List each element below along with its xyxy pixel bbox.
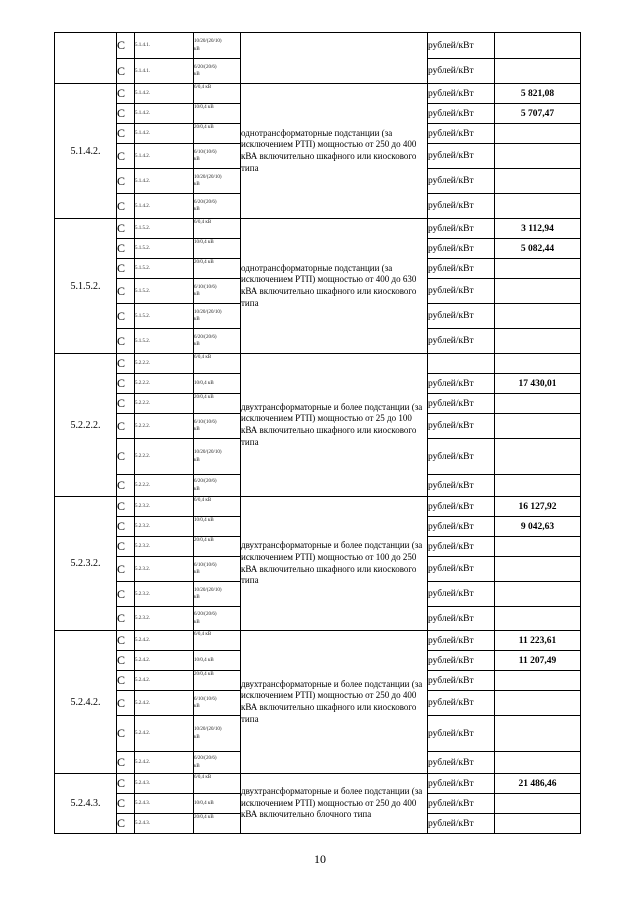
tariff-value xyxy=(495,557,581,582)
substation-description: двухтрансформаторные и более подстанции (за исключением РТП) мощностью от 25 до 100 кВА включительно шкафного или киоскового типа xyxy=(241,354,428,497)
category-mark: С xyxy=(117,84,135,104)
voltage-level xyxy=(194,631,241,651)
category-mark: С xyxy=(117,497,135,517)
unit-label: рублей/кВт xyxy=(428,752,495,774)
tariff-value: 5 821,08 xyxy=(495,84,581,104)
voltage-level xyxy=(194,497,241,517)
subsection-code: 5.1.5.2. xyxy=(135,259,194,279)
subsection-code: 5.2.2.2. xyxy=(135,394,194,414)
voltage-line: кВ xyxy=(194,595,200,600)
subsection-code: 5.1.5.2. xyxy=(135,239,194,259)
voltage-line: 20/0,4 кВ xyxy=(194,260,214,265)
category-mark: С xyxy=(117,33,135,59)
voltage-line: 6/0,4 кВ xyxy=(194,498,212,503)
tariff-value xyxy=(495,59,581,84)
voltage-level xyxy=(194,304,241,329)
unit-label xyxy=(428,354,495,374)
tariff-value xyxy=(495,475,581,497)
subsection-code: 5.1.4.2. xyxy=(135,104,194,124)
unit-label: рублей/кВт xyxy=(428,59,495,84)
subsection-code: 5.2.4.3. xyxy=(135,814,194,834)
unit-label: рублей/кВт xyxy=(428,84,495,104)
voltage-level xyxy=(194,219,241,239)
voltage-line: 20/0,4 кВ xyxy=(194,672,214,677)
subsection-code: 5.1.4.2. xyxy=(135,194,194,219)
voltage-line: 6/10/(10/6) xyxy=(194,562,217,568)
voltage-line: 10/20/(20/10) xyxy=(194,39,222,44)
tariff-value xyxy=(495,716,581,752)
voltage-line: кВ xyxy=(194,207,200,212)
voltage-line: 6/10/(10/6) xyxy=(194,419,217,425)
subsection-code: 5.2.4.2. xyxy=(135,752,194,774)
substation-description: двухтрансформаторные и более подстанции (за исключением РТП) мощностью от 100 до 250 кВА включительно шкафного или киоскового типа xyxy=(241,497,428,631)
tariff-value xyxy=(495,169,581,194)
tariff-value xyxy=(495,752,581,774)
tariff-value: 3 112,94 xyxy=(495,219,581,239)
section-code: 5.2.3.2. xyxy=(55,497,117,631)
voltage-line: кВ xyxy=(194,182,200,187)
subsection-code: 5.1.4.2. xyxy=(135,144,194,169)
section-code: 5.2.4.2. xyxy=(55,631,117,774)
voltage-line: кВ xyxy=(194,157,200,162)
voltage-line: 20/0,4 кВ xyxy=(194,395,214,400)
voltage-level xyxy=(194,752,241,774)
voltage-line: 6/10/(10/6) xyxy=(194,696,217,702)
voltage-line: кВ xyxy=(194,427,200,432)
category-mark: С xyxy=(117,394,135,414)
voltage-level xyxy=(194,691,241,716)
category-mark: С xyxy=(117,814,135,834)
table-row xyxy=(55,33,581,59)
category-mark: С xyxy=(117,794,135,814)
subsection-code: 5.2.4.3. xyxy=(135,774,194,794)
category-mark: С xyxy=(117,607,135,631)
category-mark: С xyxy=(117,414,135,439)
subsection-code: 5.2.2.2. xyxy=(135,354,194,374)
category-mark: С xyxy=(117,651,135,671)
tariff-table xyxy=(54,32,581,834)
tariff-value: 11 223,61 xyxy=(495,631,581,651)
unit-label: рублей/кВт xyxy=(428,239,495,259)
voltage-line: кВ xyxy=(194,457,200,463)
voltage-level xyxy=(194,557,241,582)
substation-description xyxy=(241,33,428,84)
voltage-level xyxy=(194,279,241,304)
voltage-line: 6/20/(20/6) xyxy=(194,612,217,617)
subsection-code: 5.2.4.2. xyxy=(135,651,194,671)
subsection-code: 5.2.2.2. xyxy=(135,475,194,497)
substation-description: двухтрансформаторные и более подстанции (за исключением РТП) мощностью от 250 до 400 кВА включительно блочного типа xyxy=(241,774,428,834)
voltage-line: 6/0,4 кВ xyxy=(194,220,212,225)
table-row xyxy=(55,497,581,517)
tariff-value xyxy=(495,124,581,144)
voltage-line: 10/20/(20/10) xyxy=(194,309,222,315)
voltage-level xyxy=(194,475,241,497)
tariff-value: 9 042,63 xyxy=(495,517,581,537)
voltage-level xyxy=(194,651,241,671)
voltage-level xyxy=(194,607,241,631)
category-mark: С xyxy=(117,557,135,582)
voltage-level xyxy=(194,374,241,394)
voltage-level xyxy=(194,354,241,374)
voltage-level xyxy=(194,794,241,814)
voltage-level xyxy=(194,517,241,537)
category-mark: С xyxy=(117,59,135,84)
subsection-code: 5.2.2.2. xyxy=(135,414,194,439)
unit-label: рублей/кВт xyxy=(428,279,495,304)
unit-label: рублей/кВт xyxy=(428,517,495,537)
unit-label: рублей/кВт xyxy=(428,557,495,582)
voltage-line: 6/0,4 кВ xyxy=(194,632,212,637)
voltage-level xyxy=(194,194,241,219)
voltage-level xyxy=(194,259,241,279)
subsection-code: 5.2.2.2. xyxy=(135,374,194,394)
category-mark: С xyxy=(117,671,135,691)
section-code xyxy=(55,33,117,84)
category-mark: С xyxy=(117,374,135,394)
subsection-code: 5.2.3.2. xyxy=(135,517,194,537)
category-mark: С xyxy=(117,631,135,651)
voltage-level xyxy=(194,814,241,834)
voltage-line: кВ xyxy=(194,570,200,575)
unit-label: рублей/кВт xyxy=(428,219,495,239)
tariff-value xyxy=(495,794,581,814)
section-code: 5.1.4.2. xyxy=(55,84,117,219)
voltage-line: 6/20/(20/6) xyxy=(194,479,217,484)
unit-label: рублей/кВт xyxy=(428,651,495,671)
voltage-level xyxy=(194,84,241,104)
subsection-code: 5.2.4.2. xyxy=(135,631,194,651)
tariff-value: 21 486,46 xyxy=(495,774,581,794)
tariff-value xyxy=(495,354,581,374)
voltage-level xyxy=(194,329,241,354)
subsection-code: 5.1.5.2. xyxy=(135,219,194,239)
voltage-level xyxy=(194,716,241,752)
voltage-line: кВ xyxy=(194,734,200,740)
tariff-value xyxy=(495,329,581,354)
category-mark: С xyxy=(117,691,135,716)
voltage-level xyxy=(194,671,241,691)
unit-label: рублей/кВт xyxy=(428,414,495,439)
voltage-line: 6/20/(20/6) xyxy=(194,199,217,205)
unit-label: рублей/кВт xyxy=(428,631,495,651)
voltage-line: 10/0,4 кВ xyxy=(194,380,214,386)
unit-label: рублей/кВт xyxy=(428,537,495,557)
unit-label: рублей/кВт xyxy=(428,394,495,414)
voltage-line: 20/0,4 кВ xyxy=(194,125,214,130)
category-mark: С xyxy=(117,144,135,169)
unit-label: рублей/кВт xyxy=(428,691,495,716)
voltage-level xyxy=(194,33,241,59)
unit-label: рублей/кВт xyxy=(428,33,495,59)
voltage-level xyxy=(194,582,241,607)
voltage-line: 10/20/(20/10) xyxy=(194,174,222,180)
subsection-code: 5.1.4.2. xyxy=(135,124,194,144)
voltage-line: 6/10/(10/6) xyxy=(194,284,217,290)
category-mark: С xyxy=(117,259,135,279)
unit-label: рублей/кВт xyxy=(428,671,495,691)
unit-label: рублей/кВт xyxy=(428,794,495,814)
voltage-level xyxy=(194,144,241,169)
unit-label: рублей/кВт xyxy=(428,439,495,475)
table-row xyxy=(55,354,581,374)
section-code: 5.1.5.2. xyxy=(55,219,117,354)
unit-label: рублей/кВт xyxy=(428,259,495,279)
voltage-line: 6/0,4 кВ xyxy=(194,355,212,360)
category-mark: С xyxy=(117,475,135,497)
category-mark: С xyxy=(117,104,135,124)
voltage-level xyxy=(194,104,241,124)
category-mark: С xyxy=(117,439,135,475)
unit-label: рублей/кВт xyxy=(428,144,495,169)
tariff-value xyxy=(495,259,581,279)
unit-label: рублей/кВт xyxy=(428,104,495,124)
subsection-code: 5.2.4.2. xyxy=(135,671,194,691)
subsection-code: 5.1.5.2. xyxy=(135,304,194,329)
voltage-line: кВ xyxy=(194,763,200,769)
subsection-code: 5.1.4.1. xyxy=(135,33,194,59)
tariff-value xyxy=(495,33,581,59)
subsection-code: 5.1.4.2. xyxy=(135,169,194,194)
category-mark: С xyxy=(117,194,135,219)
category-mark: С xyxy=(117,124,135,144)
voltage-line: 10/20/(20/10) xyxy=(194,727,222,732)
voltage-level xyxy=(194,394,241,414)
substation-description: однотрансформаторные подстанции (за исключением РТП) мощностью от 250 до 400 кВА включительно шкафного или киоскового типа xyxy=(241,84,428,219)
category-mark: С xyxy=(117,517,135,537)
voltage-level xyxy=(194,239,241,259)
voltage-line: кВ xyxy=(194,317,200,322)
table-row xyxy=(55,84,581,104)
subsection-code: 5.2.2.2. xyxy=(135,439,194,475)
substation-description: однотрансформаторные подстанции (за исключением РТП) мощностью от 400 до 630 кВА включительно шкафного или киоскового типа xyxy=(241,219,428,354)
tariff-value xyxy=(495,439,581,475)
category-mark: С xyxy=(117,582,135,607)
voltage-line: 6/0,4 кВ xyxy=(194,85,212,90)
table-row xyxy=(55,219,581,239)
unit-label: рублей/кВт xyxy=(428,716,495,752)
tariff-value xyxy=(495,691,581,716)
table-row xyxy=(55,774,581,794)
voltage-line: 10/20/(20/10) xyxy=(194,587,222,593)
category-mark: С xyxy=(117,716,135,752)
voltage-level xyxy=(194,537,241,557)
voltage-line: 6/20/(20/6) xyxy=(194,64,217,70)
tariff-table-body xyxy=(55,33,581,834)
voltage-line: 20/0,4 кВ xyxy=(194,815,214,820)
unit-label: рублей/кВт xyxy=(428,194,495,219)
subsection-code: 5.2.4.2. xyxy=(135,691,194,716)
voltage-level xyxy=(194,124,241,144)
tariff-value xyxy=(495,582,581,607)
voltage-line: 6/20/(20/6) xyxy=(194,334,217,340)
unit-label: рублей/кВт xyxy=(428,497,495,517)
subsection-code: 5.2.3.2. xyxy=(135,497,194,517)
voltage-level xyxy=(194,414,241,439)
unit-label: рублей/кВт xyxy=(428,374,495,394)
tariff-value xyxy=(495,144,581,169)
voltage-line: кВ xyxy=(194,486,200,492)
tariff-value: 5 082,44 xyxy=(495,239,581,259)
voltage-line: 6/20/(20/6) xyxy=(194,756,217,761)
voltage-line: 10/0,4 кВ xyxy=(194,240,214,245)
unit-label: рублей/кВт xyxy=(428,582,495,607)
subsection-code: 5.2.4.2. xyxy=(135,716,194,752)
tariff-value xyxy=(495,279,581,304)
category-mark: С xyxy=(117,279,135,304)
voltage-line: кВ xyxy=(194,72,200,77)
voltage-line: 10/0,4 кВ xyxy=(194,800,214,806)
unit-label: рублей/кВт xyxy=(428,124,495,144)
tariff-value: 5 707,47 xyxy=(495,104,581,124)
page-number: 10 xyxy=(314,852,326,866)
tariff-value xyxy=(495,304,581,329)
subsection-code: 5.1.5.2. xyxy=(135,279,194,304)
subsection-code: 5.2.3.2. xyxy=(135,607,194,631)
voltage-line: 10/20/(20/10) xyxy=(194,450,222,455)
tariff-value xyxy=(495,814,581,834)
category-mark: С xyxy=(117,304,135,329)
voltage-line: 20/0,4 кВ xyxy=(194,538,214,543)
tariff-value xyxy=(495,194,581,219)
voltage-line: кВ xyxy=(194,619,200,625)
category-mark: С xyxy=(117,219,135,239)
voltage-line: 10/0,4 кВ xyxy=(194,657,214,663)
category-mark: С xyxy=(117,537,135,557)
category-mark: С xyxy=(117,752,135,774)
subsection-code: 5.2.3.2. xyxy=(135,537,194,557)
subsection-code: 5.2.4.3. xyxy=(135,794,194,814)
voltage-line: 6/0,4 кВ xyxy=(194,775,212,780)
voltage-level xyxy=(194,774,241,794)
tariff-value xyxy=(495,394,581,414)
unit-label: рублей/кВт xyxy=(428,814,495,834)
category-mark: С xyxy=(117,774,135,794)
unit-label: рублей/кВт xyxy=(428,304,495,329)
subsection-code: 5.1.4.2. xyxy=(135,84,194,104)
unit-label: рублей/кВт xyxy=(428,607,495,631)
subsection-code: 5.1.4.1. xyxy=(135,59,194,84)
voltage-line: кВ xyxy=(194,342,200,347)
table-row xyxy=(55,631,581,651)
subsection-code: 5.1.5.2. xyxy=(135,329,194,354)
voltage-level xyxy=(194,169,241,194)
unit-label: рублей/кВт xyxy=(428,169,495,194)
category-mark: С xyxy=(117,329,135,354)
voltage-line: 6/10/(10/6) xyxy=(194,149,217,155)
tariff-value: 17 430,01 xyxy=(495,374,581,394)
section-code: 5.2.4.3. xyxy=(55,774,117,834)
section-code: 5.2.2.2. xyxy=(55,354,117,497)
tariff-value: 11 207,49 xyxy=(495,651,581,671)
unit-label: рублей/кВт xyxy=(428,475,495,497)
substation-description: двухтрансформаторные и более подстанции (за исключением РТП) мощностью от 250 до 400 кВА включительно шкафного или киоскового типа xyxy=(241,631,428,774)
category-mark: С xyxy=(117,169,135,194)
voltage-line: 10/0,4 кВ xyxy=(194,105,214,110)
category-mark: С xyxy=(117,354,135,374)
voltage-line: кВ xyxy=(194,704,200,709)
voltage-line: кВ xyxy=(194,46,200,52)
tariff-value xyxy=(495,671,581,691)
voltage-line: кВ xyxy=(194,292,200,297)
unit-label: рублей/кВт xyxy=(428,329,495,354)
voltage-line: 10/0,4 кВ xyxy=(194,518,214,523)
subsection-code: 5.2.3.2. xyxy=(135,582,194,607)
unit-label: рублей/кВт xyxy=(428,774,495,794)
tariff-value: 16 127,92 xyxy=(495,497,581,517)
category-mark: С xyxy=(117,239,135,259)
tariff-value xyxy=(495,537,581,557)
subsection-code: 5.2.3.2. xyxy=(135,557,194,582)
voltage-level xyxy=(194,439,241,475)
tariff-value xyxy=(495,607,581,631)
tariff-value xyxy=(495,414,581,439)
voltage-level xyxy=(194,59,241,84)
